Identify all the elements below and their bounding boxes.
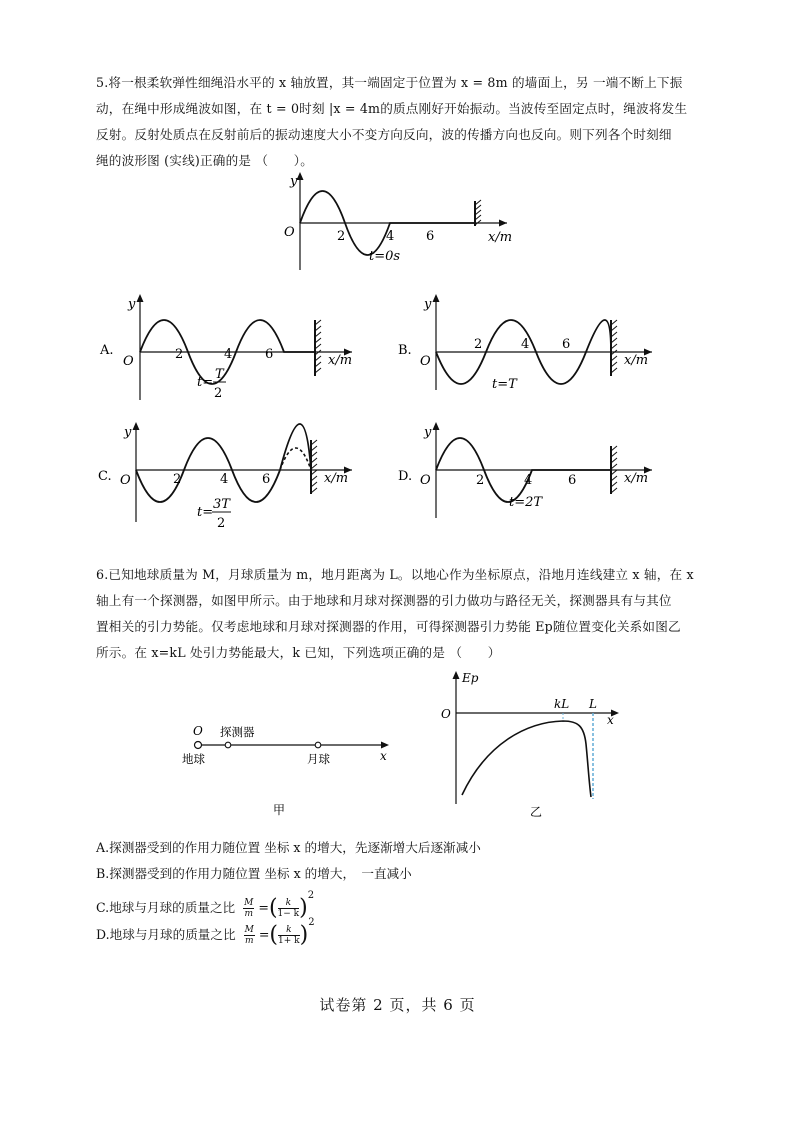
c-exponent: 2 xyxy=(307,890,315,901)
d-time-label: t=2T xyxy=(509,495,543,510)
jia-x-label: x xyxy=(380,749,387,763)
yi-y-label: Ep xyxy=(462,671,479,685)
c-t-denominator: 2 xyxy=(217,516,226,531)
yi-x-label: x xyxy=(607,713,614,727)
q5-main-wave-figure xyxy=(282,168,522,278)
a-origin-label: O xyxy=(123,354,134,369)
d-x-label: x/m xyxy=(624,471,649,486)
yi-caption: 乙 xyxy=(530,805,543,819)
q5-line-3: 反射。反射处质点在反射前后的振动速度大小不变方向反向，波的传播方向也反向。则下列各个时刻细 xyxy=(96,127,672,142)
main-tick-2: 2 xyxy=(337,229,346,244)
q5-option-d-figure xyxy=(396,418,666,528)
a-t-prefix: t= xyxy=(197,375,214,390)
a-y-label: y xyxy=(128,297,136,312)
c-k-fraction: $\frac{k}{1- k}$ xyxy=(277,898,300,919)
c-tick-2: 2 xyxy=(173,472,182,487)
q6-line-1: 6.已知地球质量为 M，月球质量为 m，地月距离为 L。以地心作为坐标原点，沿地月连线建立 x 轴，在 x xyxy=(96,567,694,582)
option-d-letter: D. xyxy=(398,469,413,484)
probe-marker xyxy=(225,742,231,748)
c-tick-6: 6 xyxy=(262,472,271,487)
q6-line-2: 轴上有一个探测器，如图甲所示。由于地球和月球对探测器的引力做功与路径无关，探测器具有与其位 xyxy=(96,593,672,608)
b-time-label: t=T xyxy=(492,377,517,392)
d-origin-label: O xyxy=(420,473,431,488)
q6-line-3: 置相关的引力势能。仅考虑地球和月球对探测器的作用，可得探测器引力势能 Ep随位置变化关系如图乙 xyxy=(96,619,681,634)
jia-origin-label: O xyxy=(193,724,203,738)
d-tick-2: 2 xyxy=(476,473,485,488)
earth-marker xyxy=(195,742,202,749)
option-c-letter: C. xyxy=(98,469,112,484)
q5-option-c-figure xyxy=(96,418,366,538)
question-6-text xyxy=(96,562,702,666)
c-t-numerator: 3T xyxy=(213,497,230,512)
yi-L-label: L xyxy=(589,697,597,711)
d-exponent: 2 xyxy=(308,917,315,928)
q6-option-d: D.地球与月球的质量之比 $\frac{M}{m}$ =( $\frac{k}{1+ k}$ )$^2$ xyxy=(96,917,315,948)
c-x-label: x/m xyxy=(324,471,349,486)
c-origin-label: O xyxy=(120,473,131,488)
b-x-label: x/m xyxy=(624,353,649,368)
q6-option-c-text: C.地球与月球的质量之比 xyxy=(96,900,236,915)
q5-option-a-figure xyxy=(96,290,366,410)
b-tick-6: 6 xyxy=(562,337,571,352)
b-y-label: y xyxy=(424,297,432,312)
q6-option-c: C.地球与月球的质量之比 $\frac{M}{m}$ =( $\frac{k}{1- k}$ )$^2$ xyxy=(96,890,315,921)
q5-line-1: 5.将一根柔软弹性细绳沿水平的 x 轴放置，其一端固定于位置为 x = 8m 的墙面上，另 一端不断上下振 xyxy=(96,75,683,90)
b-tick-2: 2 xyxy=(474,337,483,352)
question-5-text xyxy=(96,70,702,174)
a-tick-4: 4 xyxy=(224,347,233,362)
a-tick-6: 6 xyxy=(265,347,274,362)
a-x-label: x/m xyxy=(328,353,353,368)
d-tick-4: 4 xyxy=(524,473,533,488)
option-a-letter: A. xyxy=(100,343,114,358)
d-y-label: y xyxy=(424,425,432,440)
q6-line-4: 所示。在 x=kL 处引力势能最大，k 已知，下列选项正确的是 （ ） xyxy=(96,645,501,660)
yi-origin-label: O xyxy=(441,707,451,721)
b-origin-label: O xyxy=(420,354,431,369)
earth-label: 地球 xyxy=(182,752,205,766)
main-tick-6: 6 xyxy=(426,229,435,244)
d-ratio-fraction: $\frac{M}{m}$ xyxy=(244,925,254,946)
q6-option-a: A.探测器受到的作用力随位置 坐标 x 的增大，先逐渐增大后逐渐减小 xyxy=(96,840,481,855)
main-y-label: y xyxy=(290,174,298,189)
q6-option-d-text: D.地球与月球的质量之比 xyxy=(96,927,236,942)
probe-label: 探测器 xyxy=(220,725,255,739)
yi-kL-label: kL xyxy=(554,697,570,711)
main-time-label: t=0s xyxy=(369,249,401,264)
c-y-label: y xyxy=(124,425,132,440)
main-x-label: x/m xyxy=(488,230,513,245)
c-ratio-fraction: $\frac{M}{m}$ xyxy=(244,898,254,919)
q5-line-4: 绳的波形图 (实线)正确的是 （ ）。 xyxy=(96,153,314,168)
c-tick-4: 4 xyxy=(220,472,229,487)
d-k-fraction: $\frac{k}{1+ k}$ xyxy=(278,925,300,946)
b-tick-4: 4 xyxy=(521,337,530,352)
option-b-letter: B. xyxy=(398,343,412,358)
q5-option-b-figure xyxy=(396,290,666,400)
moon-marker xyxy=(315,742,321,748)
main-tick-4: 4 xyxy=(386,229,395,244)
a-t-numerator: T xyxy=(215,367,224,382)
moon-label: 月球 xyxy=(307,752,330,766)
c-t-prefix: t= xyxy=(197,505,214,520)
main-origin-label: O xyxy=(284,225,295,240)
q5-line-2: 动，在绳中形成绳波如图，在 t = 0时刻 |x = 4m的质点刚好开始振动。当波传至固定点时，绳波将发生 xyxy=(96,101,688,116)
q6-option-b: B.探测器受到的作用力随位置 坐标 x 的增大， 一直减小 xyxy=(96,866,412,881)
page-footer: 试卷第 2 页，共 6 页 xyxy=(319,996,476,1014)
d-tick-6: 6 xyxy=(568,473,577,488)
jia-caption: 甲 xyxy=(273,803,286,817)
a-tick-2: 2 xyxy=(175,347,184,362)
q6-figure-yi xyxy=(436,664,636,824)
q6-figure-jia xyxy=(172,722,402,822)
a-t-denominator: 2 xyxy=(214,386,223,401)
